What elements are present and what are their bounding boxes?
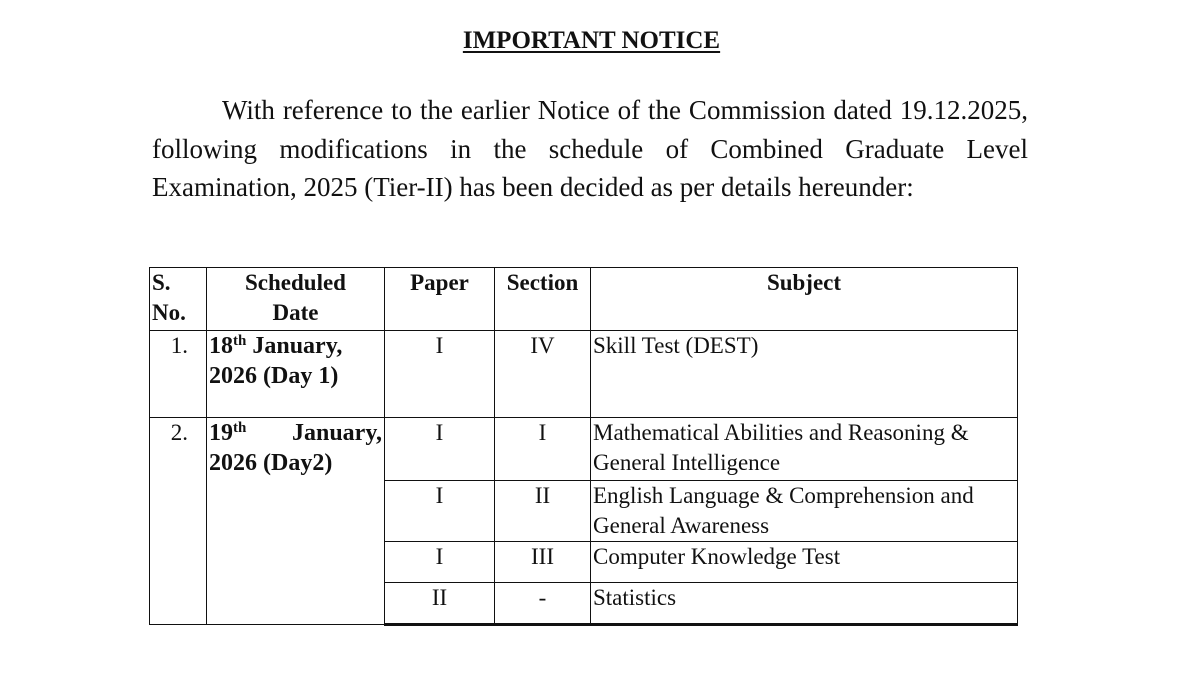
row-paper: I [385, 418, 495, 481]
header-date-line2: Date [272, 300, 319, 325]
header-sno-line2: No. [152, 300, 186, 325]
notice-paragraph: With reference to the earlier Notice of the Commission dated 19.12.2025, following modifications in the schedule of Combined Graduate Level Examination, 2025 (Tier-II) has been decided as per details hereunder: [152, 95, 1028, 202]
table-header-row [150, 268, 1018, 331]
header-sno-line1: S. [152, 270, 171, 295]
header-scheduled-date [207, 268, 385, 331]
date-line2: 2026 (Day2) [209, 450, 333, 476]
date-day: 19 [209, 420, 233, 446]
row-sno: 1. [150, 331, 207, 418]
row-subject: Mathematical Abilities and Reasoning & General Intelligence [591, 418, 1018, 481]
row-subject: English Language & Comprehension and General Awareness [591, 481, 1018, 542]
date-month: January, [291, 420, 382, 446]
schedule-table [149, 267, 1018, 626]
date-suffix: th [233, 420, 247, 436]
date-line1 [209, 331, 382, 361]
table-row [150, 418, 1018, 481]
row-paper: II [385, 583, 495, 625]
row-scheduled-date [207, 418, 385, 625]
row-paper: I [385, 331, 495, 418]
row-section: II [495, 481, 591, 542]
header-sno [150, 268, 207, 331]
row-paper: I [385, 481, 495, 542]
date-month: January, [252, 333, 343, 359]
header-date-line1: Scheduled [245, 270, 346, 295]
row-section: III [495, 542, 591, 583]
date-day: 18 [209, 333, 233, 359]
row-subject: Skill Test (DEST) [591, 331, 1018, 418]
header-section: Section [495, 268, 591, 331]
row-paper: I [385, 542, 495, 583]
row-subject: Statistics [591, 583, 1018, 625]
row-scheduled-date [207, 331, 385, 418]
row-sno: 2. [150, 418, 207, 625]
date-line1 [209, 418, 382, 448]
notice-title: IMPORTANT NOTICE [462, 27, 721, 54]
row-section: I [495, 418, 591, 481]
row-section: IV [495, 331, 591, 418]
date-suffix: th [233, 333, 247, 349]
header-subject: Subject [591, 268, 1018, 331]
date-line2: 2026 (Day 1) [209, 363, 339, 389]
row-section: - [495, 583, 591, 625]
row-subject: Computer Knowledge Test [591, 542, 1018, 583]
table-row [150, 331, 1018, 418]
header-paper: Paper [385, 268, 495, 331]
